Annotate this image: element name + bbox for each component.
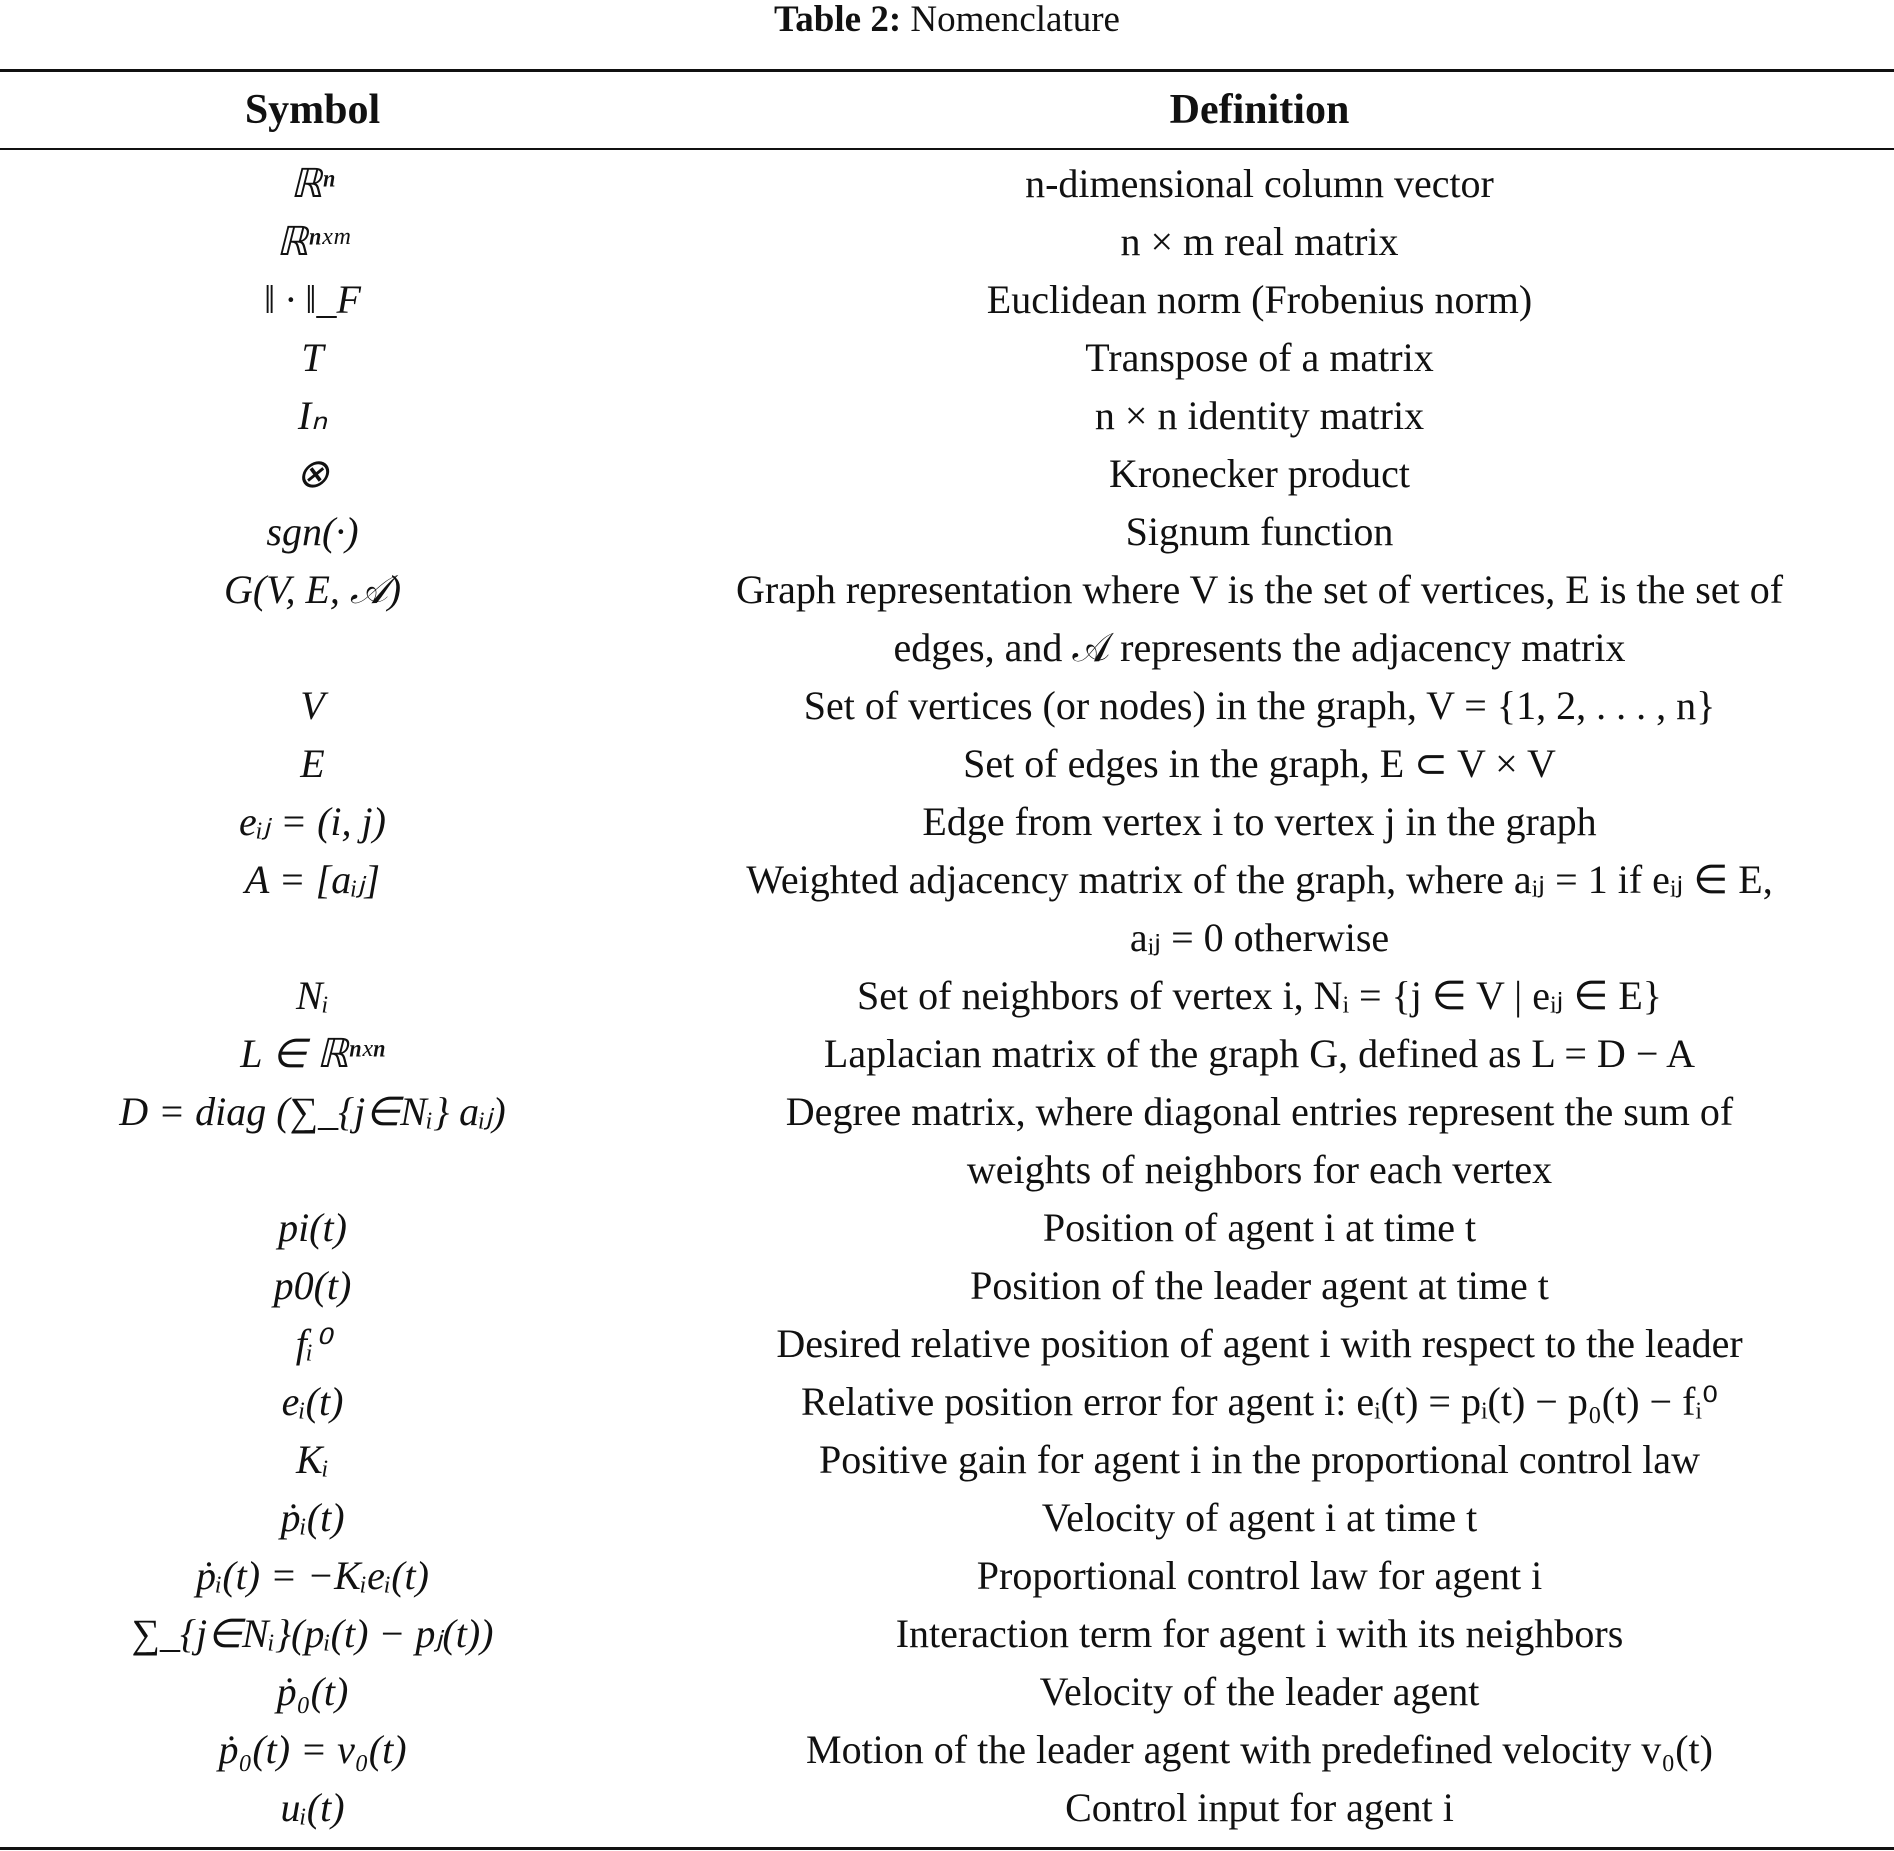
symbol-cell: uᵢ(t) xyxy=(280,1785,345,1830)
table-caption xyxy=(0,0,1894,40)
table-row xyxy=(0,1663,1894,1721)
symbol-cell: p0(t) xyxy=(273,1263,352,1308)
symbol-cell: T xyxy=(301,335,324,380)
definition-cell-line: Proportional control law for agent i xyxy=(976,1553,1543,1598)
header-rule xyxy=(0,148,1894,150)
table-caption-label: Table 2: xyxy=(774,0,902,40)
table-row xyxy=(0,271,1894,329)
definition-cell-line: Velocity of agent i at time t xyxy=(1041,1495,1478,1540)
table-row xyxy=(0,1547,1894,1605)
definition-cell-line: n × n identity matrix xyxy=(1094,393,1425,438)
symbol-cell: E xyxy=(300,741,325,786)
symbol-cell: ṗ₀(t) xyxy=(276,1669,349,1714)
symbol-cell: fᵢ⁰ xyxy=(295,1321,330,1366)
symbol-cell: L ∈ ℝⁿˣⁿ xyxy=(240,1031,385,1076)
definition-cell-line: Signum function xyxy=(1125,509,1394,554)
definition-cell-line: Euclidean norm (Frobenius norm) xyxy=(986,277,1533,322)
definition-cell-line: n-dimensional column vector xyxy=(1025,161,1494,206)
definition-cell-line: Laplacian matrix of the graph G, defined as L = D − A xyxy=(823,1031,1696,1076)
table-row xyxy=(0,1083,1894,1199)
table-header-row xyxy=(0,72,1894,148)
definition-cell-line: Edge from vertex i to vertex j in the graph xyxy=(922,799,1597,844)
symbol-cell: D = diag (∑_{j∈Nᵢ} aᵢⱼ) xyxy=(119,1089,506,1134)
definition-cell-line: Transpose of a matrix xyxy=(1085,335,1434,380)
definition-cell-line: Kronecker product xyxy=(1109,451,1410,496)
definition-cell-line: Interaction term for agent i with its neighbors xyxy=(895,1611,1624,1656)
definition-cell-line: Set of neighbors of vertex i, Nᵢ = {j ∈ V | eᵢⱼ ∈ E} xyxy=(857,973,1662,1018)
symbol-cell: ‖ · ‖_F xyxy=(264,277,361,322)
symbol-cell: ṗ₀(t) = v₀(t) xyxy=(218,1727,407,1772)
symbol-cell: ṗᵢ(t) = −Kᵢeᵢ(t) xyxy=(196,1553,429,1598)
header-symbol: Symbol xyxy=(244,87,381,133)
definition-cell-line: Weighted adjacency matrix of the graph, where aᵢⱼ = 1 if eᵢⱼ ∈ E, xyxy=(746,857,1773,902)
table-row xyxy=(0,155,1894,213)
symbol-cell: ⊗ xyxy=(295,451,330,496)
table-row xyxy=(0,1257,1894,1315)
table-row xyxy=(0,1373,1894,1431)
table-row xyxy=(0,1025,1894,1083)
symbol-cell: Nᵢ xyxy=(295,973,329,1018)
table-row xyxy=(0,1489,1894,1547)
definition-cell-line: n × m real matrix xyxy=(1120,219,1399,264)
symbol-cell: V xyxy=(300,683,325,728)
table-row xyxy=(0,1605,1894,1663)
symbol-cell: eᵢⱼ = (i, j) xyxy=(239,799,386,844)
definition-cell-line: Set of edges in the graph, E ⊂ V × V xyxy=(963,741,1556,786)
definition-cell-line: Relative position error for agent i: eᵢ(t) = pᵢ(t) − p₀(t) − fᵢ⁰ xyxy=(800,1379,1718,1424)
symbol-cell: ℝⁿ xyxy=(290,161,335,206)
table-row xyxy=(0,1721,1894,1779)
symbol-cell: eᵢ(t) xyxy=(281,1379,344,1424)
definition-cell-line: weights of neighbors for each vertex xyxy=(966,1147,1553,1192)
table-row xyxy=(0,1779,1894,1837)
definition-cell-line: Velocity of the leader agent xyxy=(1039,1669,1480,1714)
table-row xyxy=(0,677,1894,735)
bottom-rule xyxy=(0,1847,1894,1850)
definition-cell-line: Set of vertices (or nodes) in the graph, V = {1, 2, . . . , n} xyxy=(803,683,1716,728)
symbol-cell: Kᵢ xyxy=(295,1437,329,1482)
definition-cell-line: Control input for agent i xyxy=(1065,1785,1454,1830)
table-row xyxy=(0,793,1894,851)
symbol-cell: Iₙ xyxy=(297,393,328,438)
symbol-cell: G(V, E, 𝒜) xyxy=(223,567,402,612)
table-row xyxy=(0,387,1894,445)
header-definition: Definition xyxy=(1169,87,1350,133)
definition-cell-line: edges, and 𝒜 represents the adjacency matrix xyxy=(893,625,1626,670)
table-row xyxy=(0,735,1894,793)
table-caption-text: Nomenclature xyxy=(901,0,1120,40)
table-row xyxy=(0,503,1894,561)
table-row xyxy=(0,329,1894,387)
symbol-cell: pi(t) xyxy=(278,1205,347,1250)
definition-cell-line: Position of agent i at time t xyxy=(1042,1205,1477,1250)
table-row xyxy=(0,967,1894,1025)
definition-cell-line: Positive gain for agent i in the proportional control law xyxy=(819,1437,1700,1482)
table-row xyxy=(0,1199,1894,1257)
definition-cell-line: Graph representation where V is the set of vertices, E is the set of xyxy=(735,567,1784,612)
symbol-cell: ṗᵢ(t) xyxy=(280,1495,345,1540)
definition-cell-line: Desired relative position of agent i with respect to the leader xyxy=(776,1321,1743,1366)
table-row xyxy=(0,561,1894,677)
table-row xyxy=(0,851,1894,967)
definition-cell-line: Position of the leader agent at time t xyxy=(970,1263,1549,1308)
symbol-cell: ∑_{j∈Nᵢ}(pᵢ(t) − pⱼ(t)) xyxy=(131,1611,494,1656)
symbol-cell: A = [aᵢⱼ] xyxy=(244,857,381,902)
table-row xyxy=(0,445,1894,503)
symbol-cell: ℝⁿˣᵐ xyxy=(276,219,349,264)
table-row xyxy=(0,1431,1894,1489)
symbol-cell: sgn(·) xyxy=(266,509,359,554)
table-row xyxy=(0,213,1894,271)
definition-cell-line: aᵢⱼ = 0 otherwise xyxy=(1129,915,1390,960)
table-row xyxy=(0,1315,1894,1373)
definition-cell-line: Degree matrix, where diagonal entries represent the sum of xyxy=(785,1089,1734,1134)
definition-cell-line: Motion of the leader agent with predefined velocity v₀(t) xyxy=(806,1727,1713,1772)
